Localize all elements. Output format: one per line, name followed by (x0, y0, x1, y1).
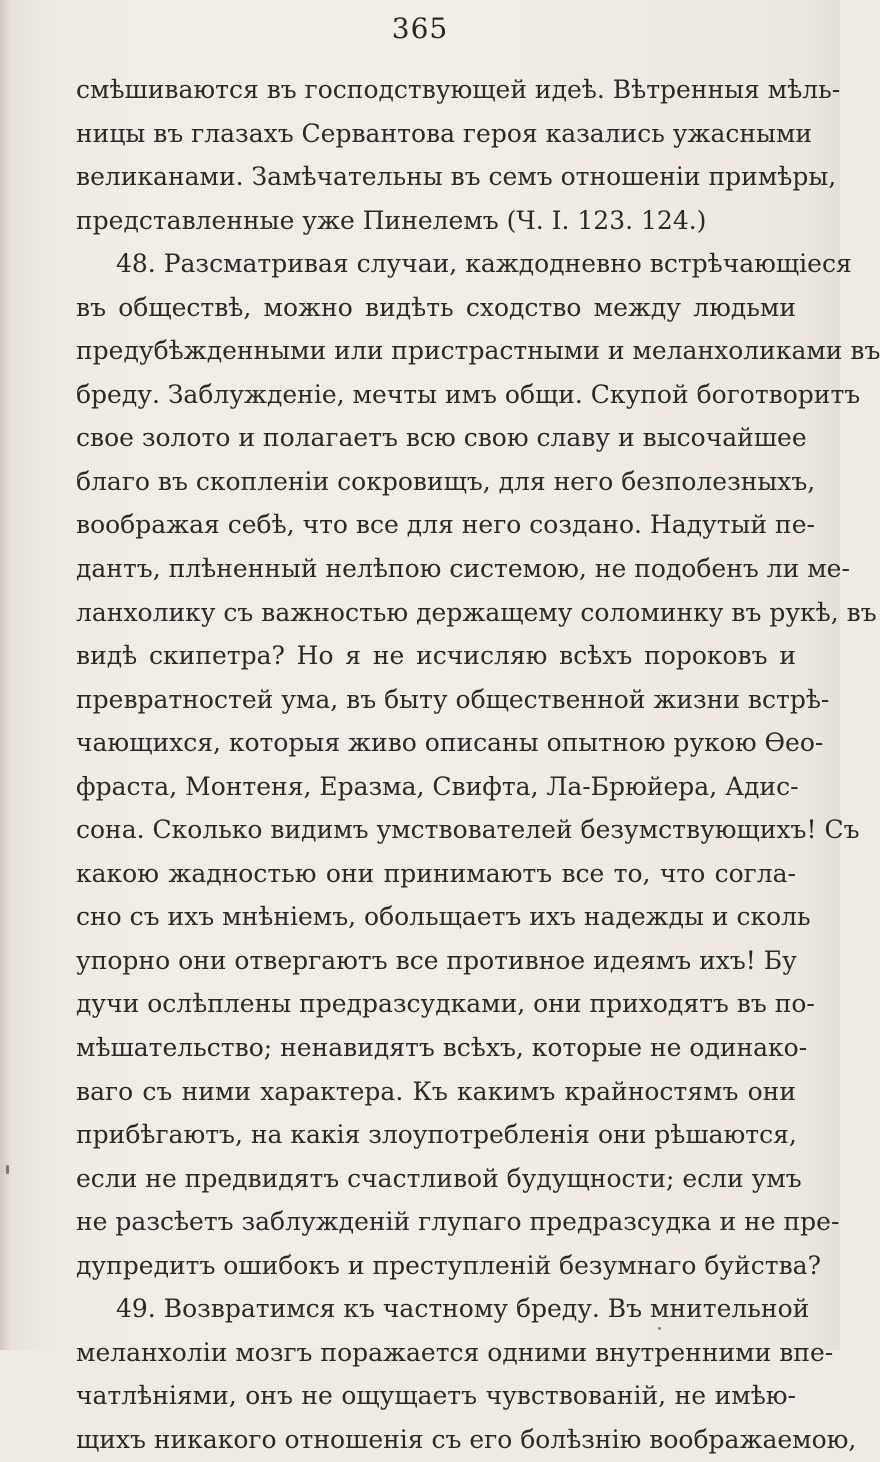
text-line: воображая себѣ, что все для него создано. Надутый пе- (76, 510, 815, 540)
text-line: меланхоліи мозгъ поражается одними внутренними впе- (76, 1337, 834, 1367)
paragraph-48-start: 48. Разсматривая случаи, каждодневно встрѣчающіеся (116, 249, 852, 279)
binding-shadow (0, 0, 12, 1350)
text-line: прибѣгаютъ, на какія злоупотребленія они рѣшаются, (76, 1120, 797, 1150)
text-line: представленные уже Пинелемъ (Ч. I. 123. 124.) (76, 205, 707, 235)
text-line: великанами. Замѣчательны въ семъ отношеніи примѣры, (76, 162, 837, 192)
text-line: щихъ никакого отношенія съ его болѣзнію воображаемою, (76, 1424, 857, 1454)
text-line: фраста, Монтеня, Еразма, Свифта, Ла-Брюйера, Адис- (76, 771, 799, 801)
text-line: если не предвидятъ счастливой будущности; если умъ (76, 1163, 802, 1193)
text-line: ланхолику съ важностью держащему соломинку въ рукѣ, въ (76, 597, 877, 627)
paper-dot (658, 1327, 661, 1330)
text-line: сона. Сколько видимъ умствователей безумствующихъ! Съ (76, 815, 860, 845)
text-line: чающихся, которыя живо описаны опытною рукою Ѳео- (76, 728, 824, 758)
text-line: смѣшиваются въ господствующей идеѣ. Вѣтренныя мѣль- (76, 75, 841, 104)
text-line: благо въ скопленіи сокровищъ, для него безполезныхъ, (76, 466, 816, 496)
text-line: чатлѣніями, онъ не ощущаетъ чувствованій, не имѣю- (76, 1381, 796, 1411)
text-line: предубѣжденными или пристрастными и меланхоликами въ (76, 336, 880, 366)
text-line: видѣ скипетра? Но я не исчисляю всѣхъ пороковъ и (76, 641, 796, 671)
margin-speck (6, 1165, 9, 1174)
paragraph-49-start: 49. Возвратимся къ частному бреду. Въ мнительной (116, 1294, 810, 1324)
text-line: въ обществѣ, можно видѣть сходство между людьми (76, 292, 796, 322)
text-line: превратностей ума, въ быту общественной жизни встрѣ- (76, 684, 830, 714)
text-line: бреду. Заблужденіе, мечты имъ общи. Скупой боготворитъ (76, 379, 861, 409)
text-line: дантъ, плѣненный нелѣпою системою, не подобенъ ли ме- (76, 554, 850, 584)
body-text (76, 68, 880, 1462)
page-number: 365 (391, 12, 449, 45)
text-line: ницы въ глазахъ Сервантова героя казались ужасными (76, 118, 813, 148)
text-line: ваго съ ними характера. Къ какимъ крайностямъ они (76, 1076, 796, 1106)
text-line: мѣшательство; ненавидятъ всѣхъ, которые не одинако- (76, 1033, 808, 1063)
text-line: какою жадностью они принимаютъ все то, что согла- (76, 858, 796, 888)
text-line: упорно они отвергаютъ все противное идеямъ ихъ! Бу (76, 945, 797, 975)
text-line: дупредитъ ошибокъ и преступленій безумнаго буйства? (76, 1250, 821, 1280)
text-line: дучи ослѣплены предразсудками, они приходятъ въ по- (76, 989, 815, 1019)
text-line: свое золото и полагаетъ всю свою славу и высочайшее (76, 423, 807, 453)
text-line: сно съ ихъ мнѣніемъ, обольщаетъ ихъ надежды и сколь (76, 902, 811, 932)
text-line: не разсѣетъ заблужденій глупаго предразсудка и не пре- (76, 1207, 840, 1237)
